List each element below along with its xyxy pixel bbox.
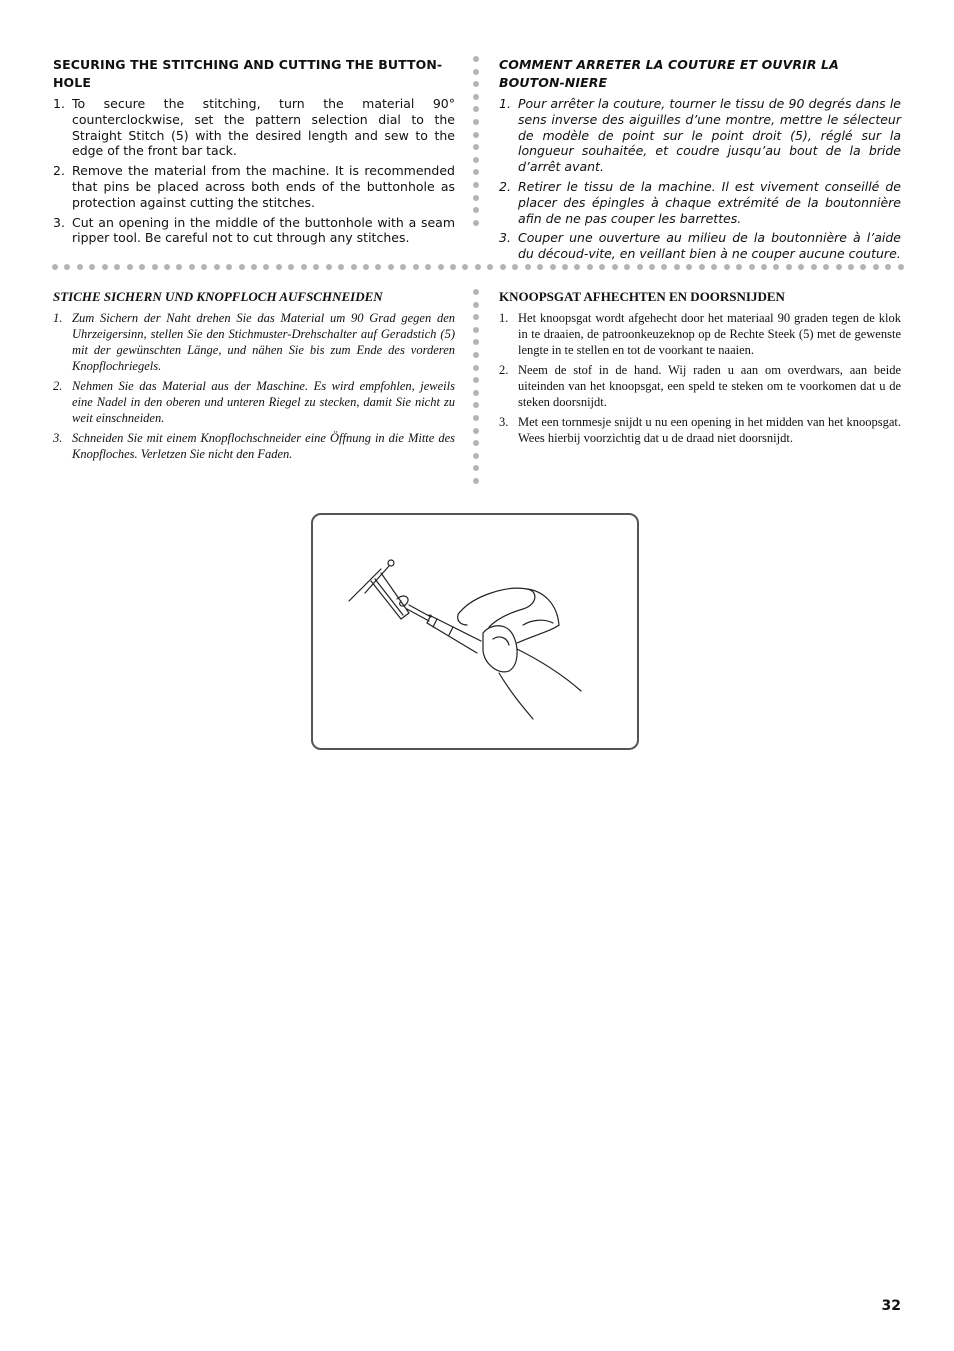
step-text: To secure the stitching, turn the material 90° counterclockwise, set the pattern selection dial to the Straight Stitch (5) with the desired length and sew to the edge of the front bar tack. [72, 96, 455, 159]
list-item: 3. Cut an opening in the middle of the buttonhole with a seam ripper tool. Be careful not to cut through any stitches. [53, 214, 455, 246]
section-title: SECURING THE STITCHING AND CUTTING THE BUTTON-HOLE [53, 57, 443, 90]
step-text: Schneiden Sie mit einem Knopflochschneider eine Öffnung in die Mitte des Knopfloches. Verletzen Sie nicht den Faden. [72, 431, 455, 461]
list-item: 1. Zum Sichern der Naht drehen Sie das Material um 90 Grad gegen den Uhrzeigersinn, stellen Sie den Stichmuster-Drehschalter auf Geradstich (5) mit der gewünschten Länge, und nähen Sie bis zum Ende des vorderen Knopflochriegels. [53, 311, 455, 373]
page-number: 32 [881, 1298, 901, 1314]
step-text: Retirer le tissu de la machine. Il est vivement conseillé de placer des épingles à chaque extrémité de la boutonnière afin de ne pas couper les barrettes. [518, 178, 901, 226]
list-item: 1. Pour arrêter la couture, tourner le tissu de 90 degrés dans le sens inverse des aiguilles d’une montre, mettre le sélecteur de modèle de point sur le point droit (5), réglé sur la longueur souhaitée, et coudre jusqu’au bout de la bride d’arrêt avant. [499, 96, 901, 175]
section-title: COMMENT ARRETER LA COUTURE ET OUVRIR LA BOUTON-NIERE [499, 57, 839, 90]
vertical-divider-top [472, 56, 480, 232]
step-text: Met een tornmesje snijdt u nu een opening in het midden van het knoopsgat. Wees hierbij voorzichtig dat u de draad niet doorsnijdt. [518, 415, 901, 445]
list-item: 1. Het knoopsgat wordt afgehecht door het materiaal 90 graden tegen de klok in te draaien, de patroonkeuzeknop op de Rechte Steek (5) met de gewenste lengte in te stellen en tot de voorkant te naaien. [499, 311, 901, 357]
illustration-frame [311, 513, 639, 750]
section-english [53, 56, 455, 250]
step-text: Remove the material from the machine. It is recommended that pins be placed across both ends of the buttonhole as protection against cutting the stitches. [72, 163, 455, 210]
step-text: Neem de stof in de hand. Wij raden u aan om overdwars, aan beide uiteinden van het knoopsgat, een speld te steken om te voorkomen dat u de steken doorsnijdt. [518, 363, 901, 409]
step-list [53, 310, 455, 462]
list-item: 2. Retirer le tissu de la machine. Il est vivement conseillé de placer des épingles à chaque extrémité de la boutonnière afin de ne pas couper les barrettes. [499, 178, 901, 226]
list-item: 2. Remove the material from the machine. It is recommended that pins be placed across both ends of the buttonhole as protection against cutting the stitches. [53, 163, 455, 210]
step-text: Pour arrêter la couture, tourner le tissu de 90 degrés dans le sens inverse des aiguilles d’une montre, mettre le sélecteur de modèle de point sur le point droit (5), réglé sur la longueur souhaitée, et coudre jusqu’au bout de la bride d’arrêt avant. [518, 96, 901, 175]
list-item: 3. Couper une ouverture au milieu de la boutonnière à l’aide du découd-vite, en veillant bien à ne couper aucune couture. [499, 230, 901, 262]
step-text: Cut an opening in the middle of the buttonhole with a seam ripper tool. Be careful not to cut through any stitches. [72, 214, 455, 246]
section-title: KNOOPSGAT AFHECHTEN EN DOORSNIJDEN [499, 289, 785, 304]
section-german [53, 288, 455, 466]
section-dutch [499, 288, 901, 450]
horizontal-divider [52, 264, 904, 270]
section-title: STICHE SICHERN UND KNOPFLOCH AUFSCHNEIDEN [53, 289, 383, 304]
step-list [499, 310, 901, 446]
step-text: Het knoopsgat wordt afgehecht door het materiaal 90 graden tegen de klok in te draaien, de patroonkeuzeknop op de Rechte Steek (5) met de gewenste lengte in te stellen en tot de voorkant te naaien. [518, 311, 901, 357]
list-item: 1. To secure the stitching, turn the material 90° counterclockwise, set the pattern selection dial to the Straight Stitch (5) with the desired length and sew to the edge of the front bar tack. [53, 96, 455, 159]
list-item: 3. Met een tornmesje snijdt u nu een opening in het midden van het knoopsgat. Wees hierbij voorzichtig dat u de draad niet doorsnijdt. [499, 415, 901, 445]
step-list [499, 96, 901, 262]
step-text: Couper une ouverture au milieu de la boutonnière à l’aide du découd-vite, en veillant bien à ne couper aucune couture. [518, 230, 901, 262]
step-text: Zum Sichern der Naht drehen Sie das Material um 90 Grad gegen den Uhrzeigersinn, stellen Sie den Stichmuster-Drehschalter auf Geradstich (5) mit der gewünschten Länge, und nähen Sie bis zum Ende des vorderen Knopflochriegels. [72, 311, 455, 373]
step-list [53, 96, 455, 246]
vertical-divider-bottom [472, 289, 480, 491]
hand-with-seam-ripper-icon [313, 515, 636, 747]
step-text: Nehmen Sie das Material aus der Maschine. Es wird empfohlen, jeweils eine Nadel in den oberen und unteren Riegel zu stecken, damit Sie nicht zu weit einschneiden. [72, 379, 455, 425]
list-item: 2. Nehmen Sie das Material aus der Maschine. Es wird empfohlen, jeweils eine Nadel in den oberen und unteren Riegel zu stecken, damit Sie nicht zu weit einschneiden. [53, 379, 455, 425]
list-item: 3. Schneiden Sie mit einem Knopflochschneider eine Öffnung in die Mitte des Knopfloches. Verletzen Sie nicht den Faden. [53, 431, 455, 461]
section-french [499, 56, 901, 266]
list-item: 2. Neem de stof in de hand. Wij raden u aan om overdwars, aan beide uiteinden van het knoopsgat, een speld te steken om te voorkomen dat u de steken doorsnijdt. [499, 363, 901, 409]
